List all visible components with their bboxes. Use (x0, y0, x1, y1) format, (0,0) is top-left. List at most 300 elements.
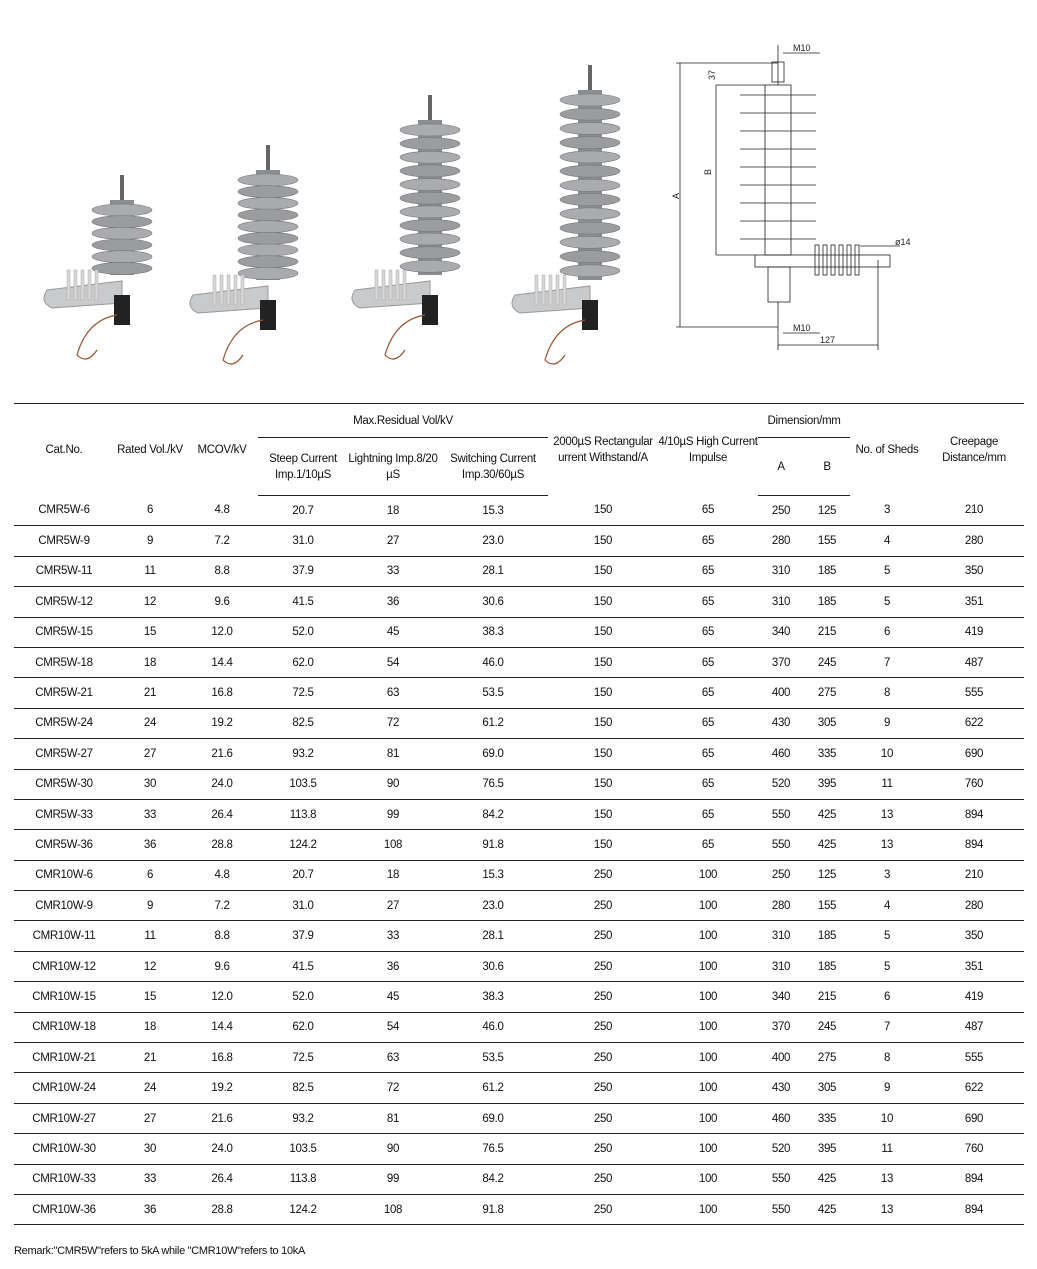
table-cell: 15.3 (438, 860, 548, 890)
table-cell: 125 (804, 496, 850, 526)
arrester-photo (512, 65, 620, 364)
table-row (14, 891, 1024, 921)
table-cell: CMR10W-12 (14, 951, 114, 981)
table-cell: 65 (658, 496, 758, 526)
table-cell: 250 (548, 1194, 658, 1224)
table-cell: 65 (658, 769, 758, 799)
table-row (14, 526, 1024, 556)
table-cell: 155 (804, 891, 850, 921)
table-cell: 28.1 (438, 556, 548, 586)
table-cell: 894 (924, 799, 1024, 829)
table-cell: 310 (758, 921, 804, 951)
table-cell: 16.8 (186, 1043, 258, 1073)
table-cell: 250 (548, 891, 658, 921)
table-cell: 93.2 (258, 1103, 348, 1133)
table-cell: 9 (114, 891, 186, 921)
table-cell: 275 (804, 1043, 850, 1073)
table-cell: CMR10W-36 (14, 1194, 114, 1224)
table-cell: 250 (548, 921, 658, 951)
table-cell: 100 (658, 1134, 758, 1164)
table-cell: 21 (114, 678, 186, 708)
table-cell: 21 (114, 1043, 186, 1073)
label-width: 127 (820, 335, 836, 345)
table-cell: 280 (758, 891, 804, 921)
table-cell: 69.0 (438, 739, 548, 769)
table-cell: 280 (924, 891, 1024, 921)
table-cell: 250 (548, 1164, 658, 1194)
table-cell: 250 (548, 1073, 658, 1103)
table-cell: 103.5 (258, 1134, 348, 1164)
table-cell: 20.7 (258, 860, 348, 890)
table-cell: 430 (758, 1073, 804, 1103)
table-cell: 18 (114, 1012, 186, 1042)
dimension-drawing (660, 40, 920, 360)
table-cell: 13 (850, 1164, 924, 1194)
table-cell: 20.7 (258, 496, 348, 526)
table-cell: 9 (850, 708, 924, 738)
table-cell: 65 (658, 647, 758, 677)
table-cell: 520 (758, 1134, 804, 1164)
header-dim-a: A (758, 438, 804, 496)
table-cell: 108 (348, 1194, 438, 1224)
table-cell: 15.3 (438, 496, 548, 526)
table-cell: 210 (924, 496, 1024, 526)
table-cell: 250 (548, 1134, 658, 1164)
table-cell: 37.9 (258, 921, 348, 951)
table-row (14, 556, 1024, 586)
table-cell: 310 (758, 587, 804, 617)
table-cell: 100 (658, 982, 758, 1012)
arrester-photo (352, 95, 460, 359)
table-row (14, 1073, 1024, 1103)
table-cell: 305 (804, 708, 850, 738)
table-cell: 100 (658, 1194, 758, 1224)
table-cell: 65 (658, 526, 758, 556)
table-row (14, 1164, 1024, 1194)
table-cell: 6 (850, 617, 924, 647)
header-switching: Switching Current Imp.30/60µS (438, 438, 548, 496)
table-cell: 690 (924, 739, 1024, 769)
table-cell: 250 (548, 951, 658, 981)
table-cell: 26.4 (186, 1164, 258, 1194)
table-cell: CMR10W-21 (14, 1043, 114, 1073)
table-cell: 419 (924, 617, 1024, 647)
table-cell: 7 (850, 1012, 924, 1042)
table-cell: 622 (924, 1073, 1024, 1103)
table-row (14, 739, 1024, 769)
table-cell: 150 (548, 647, 658, 677)
table-cell: 3 (850, 496, 924, 526)
table-cell: 28.1 (438, 921, 548, 951)
table-cell: CMR10W-6 (14, 860, 114, 890)
table-cell: CMR5W-33 (14, 799, 114, 829)
table-cell: 72 (348, 1073, 438, 1103)
table-cell: CMR5W-27 (14, 739, 114, 769)
table-cell: 150 (548, 739, 658, 769)
table-cell: 27 (348, 891, 438, 921)
table-cell: 250 (548, 1103, 658, 1133)
table-cell: 100 (658, 891, 758, 921)
table-cell: CMR5W-9 (14, 526, 114, 556)
table-cell: 108 (348, 830, 438, 860)
table-cell: 36 (348, 587, 438, 617)
table-cell: 310 (758, 951, 804, 981)
table-cell: 76.5 (438, 1134, 548, 1164)
table-cell: 24.0 (186, 769, 258, 799)
table-cell: 305 (804, 1073, 850, 1103)
table-cell: 250 (548, 982, 658, 1012)
table-row (14, 678, 1024, 708)
table-row (14, 830, 1024, 860)
table-cell: 8.8 (186, 921, 258, 951)
header-dimension: Dimension/mm (758, 404, 850, 438)
table-cell: 16.8 (186, 678, 258, 708)
table-cell: 24 (114, 1073, 186, 1103)
table-cell: 65 (658, 830, 758, 860)
table-cell: 125 (804, 860, 850, 890)
table-cell: 7 (850, 647, 924, 677)
table-cell: 150 (548, 678, 658, 708)
header-max-residual: Max.Residual Vol/kV (258, 404, 548, 438)
header-steep: Steep Current Imp.1/10µS (258, 438, 348, 496)
header-high-current: 4/10µS High Current Impulse (658, 404, 758, 496)
table-cell: 82.5 (258, 1073, 348, 1103)
table-cell: 150 (548, 830, 658, 860)
table-cell: 18 (114, 647, 186, 677)
table-row (14, 860, 1024, 890)
table-cell: 31.0 (258, 891, 348, 921)
table-cell: 5 (850, 921, 924, 951)
table-cell: 27 (114, 739, 186, 769)
table-row (14, 1194, 1024, 1224)
table-cell: 245 (804, 1012, 850, 1042)
table-cell: 33 (348, 921, 438, 951)
table-cell: 894 (924, 1194, 1024, 1224)
table-cell: 185 (804, 951, 850, 981)
table-cell: 36 (348, 951, 438, 981)
table-cell: 335 (804, 1103, 850, 1133)
table-cell: 65 (658, 556, 758, 586)
table-cell: CMR10W-27 (14, 1103, 114, 1133)
table-cell: 33 (114, 799, 186, 829)
table-cell: 23.0 (438, 526, 548, 556)
table-cell: 63 (348, 678, 438, 708)
table-cell: 150 (548, 769, 658, 799)
table-cell: 550 (758, 830, 804, 860)
table-cell: CMR5W-30 (14, 769, 114, 799)
table-cell: CMR10W-18 (14, 1012, 114, 1042)
table-row (14, 617, 1024, 647)
table-cell: 4 (850, 891, 924, 921)
table-cell: 10 (850, 1103, 924, 1133)
table-cell: 395 (804, 1134, 850, 1164)
table-cell: 400 (758, 1043, 804, 1073)
table-cell: 8.8 (186, 556, 258, 586)
table-cell: 550 (758, 1164, 804, 1194)
table-cell: 91.8 (438, 830, 548, 860)
table-cell: 99 (348, 799, 438, 829)
table-cell: CMR5W-36 (14, 830, 114, 860)
table-cell: 520 (758, 769, 804, 799)
table-cell: 6 (114, 496, 186, 526)
table-row (14, 1134, 1024, 1164)
table-cell: 4.8 (186, 860, 258, 890)
table-cell: 38.3 (438, 982, 548, 1012)
table-cell: 65 (658, 678, 758, 708)
table-cell: 9.6 (186, 951, 258, 981)
table-cell: 45 (348, 617, 438, 647)
table-cell: 6 (850, 982, 924, 1012)
table-cell: 14.4 (186, 1012, 258, 1042)
table-cell: 185 (804, 587, 850, 617)
table-cell: 185 (804, 921, 850, 951)
table-cell: 24 (114, 708, 186, 738)
table-cell: 82.5 (258, 708, 348, 738)
table-cell: 150 (548, 708, 658, 738)
table-cell: 23.0 (438, 891, 548, 921)
table-row (14, 799, 1024, 829)
arrester-photo (44, 175, 152, 359)
table-cell: 84.2 (438, 799, 548, 829)
table-cell: 9 (850, 1073, 924, 1103)
table-row (14, 1103, 1024, 1133)
table-cell: 4 (850, 526, 924, 556)
table-cell: 81 (348, 1103, 438, 1133)
table-row (14, 982, 1024, 1012)
table-cell: 100 (658, 1164, 758, 1194)
table-cell: 54 (348, 647, 438, 677)
table-cell: 103.5 (258, 769, 348, 799)
table-cell: 10 (850, 739, 924, 769)
header-creepage: Creepage Distance/mm (924, 404, 1024, 496)
table-cell: 487 (924, 647, 1024, 677)
table-cell: 33 (114, 1164, 186, 1194)
table-cell: 8 (850, 1043, 924, 1073)
arrester-photo (190, 145, 298, 364)
header-rectangular: 2000µS Rectangular urrent Withstand/A (548, 404, 658, 496)
label-hole: ø14 (895, 237, 911, 247)
table-cell: 13 (850, 799, 924, 829)
header-lightning: Lightning Imp.8/20 µS (348, 438, 438, 496)
table-cell: 28.8 (186, 830, 258, 860)
table-cell: 487 (924, 1012, 1024, 1042)
table-cell: 100 (658, 1073, 758, 1103)
table-cell: 351 (924, 951, 1024, 981)
table-cell: 91.8 (438, 1194, 548, 1224)
table-cell: 62.0 (258, 1012, 348, 1042)
table-cell: CMR10W-11 (14, 921, 114, 951)
table-row (14, 951, 1024, 981)
table-cell: 4.8 (186, 496, 258, 526)
table-cell: 7.2 (186, 526, 258, 556)
table-cell: CMR5W-21 (14, 678, 114, 708)
table-cell: 27 (348, 526, 438, 556)
table-cell: 250 (548, 1043, 658, 1073)
table-cell: 150 (548, 617, 658, 647)
table-row (14, 587, 1024, 617)
table-cell: 5 (850, 951, 924, 981)
table-cell: CMR5W-24 (14, 708, 114, 738)
table-cell: 760 (924, 769, 1024, 799)
table-cell: 41.5 (258, 587, 348, 617)
table-cell: 150 (548, 526, 658, 556)
table-cell: 37.9 (258, 556, 348, 586)
table-cell: 12.0 (186, 617, 258, 647)
table-cell: 350 (924, 556, 1024, 586)
table-cell: 113.8 (258, 799, 348, 829)
table-cell: 14.4 (186, 647, 258, 677)
table-cell: 555 (924, 1043, 1024, 1073)
table-cell: CMR10W-30 (14, 1134, 114, 1164)
table-row (14, 1043, 1024, 1073)
table-cell: 45 (348, 982, 438, 1012)
table-cell: 100 (658, 1103, 758, 1133)
table-cell: 90 (348, 769, 438, 799)
table-cell: 21.6 (186, 1103, 258, 1133)
table-cell: 150 (548, 799, 658, 829)
header-rated-voltage: Rated Vol./kV (114, 404, 186, 496)
header-dim-b: B (804, 438, 850, 496)
table-cell: 351 (924, 587, 1024, 617)
table-cell: 65 (658, 708, 758, 738)
table-cell: 340 (758, 982, 804, 1012)
table-cell: 26.4 (186, 799, 258, 829)
table-cell: 250 (758, 860, 804, 890)
table-cell: 550 (758, 799, 804, 829)
table-cell: 15 (114, 617, 186, 647)
table-cell: 19.2 (186, 708, 258, 738)
table-cell: 52.0 (258, 617, 348, 647)
table-cell: 13 (850, 1194, 924, 1224)
table-cell: 99 (348, 1164, 438, 1194)
specification-table (14, 403, 1024, 1225)
table-cell: 894 (924, 1164, 1024, 1194)
table-cell: 30 (114, 1134, 186, 1164)
table-cell: 894 (924, 830, 1024, 860)
table-cell: 100 (658, 921, 758, 951)
table-cell: 65 (658, 739, 758, 769)
table-cell: 13 (850, 830, 924, 860)
table-row (14, 921, 1024, 951)
table-cell: 425 (804, 1194, 850, 1224)
table-cell: 155 (804, 526, 850, 556)
table-cell: 6 (114, 860, 186, 890)
table-cell: 12 (114, 587, 186, 617)
table-cell: 250 (548, 1012, 658, 1042)
table-cell: 62.0 (258, 647, 348, 677)
table-cell: 245 (804, 647, 850, 677)
table-cell: 30 (114, 769, 186, 799)
table-cell: 185 (804, 556, 850, 586)
table-cell: 419 (924, 982, 1024, 1012)
table-cell: 63 (348, 1043, 438, 1073)
table-cell: 28.8 (186, 1194, 258, 1224)
table-cell: 550 (758, 1194, 804, 1224)
table-cell: CMR5W-12 (14, 587, 114, 617)
table-cell: 5 (850, 587, 924, 617)
table-cell: 24.0 (186, 1134, 258, 1164)
table-cell: 11 (850, 769, 924, 799)
table-cell: 18 (348, 496, 438, 526)
table-cell: 555 (924, 678, 1024, 708)
header-mcov: MCOV/kV (186, 404, 258, 496)
table-cell: 36 (114, 830, 186, 860)
table-cell: 124.2 (258, 830, 348, 860)
table-cell: 425 (804, 799, 850, 829)
table-cell: 210 (924, 860, 1024, 890)
table-cell: 100 (658, 1043, 758, 1073)
table-cell: 113.8 (258, 1164, 348, 1194)
table-cell: 72 (348, 708, 438, 738)
remark-note: Remark:"CMR5W"refers to 5kA while "CMR10W"refers to 10kA (14, 1245, 306, 1257)
table-cell: 11 (850, 1134, 924, 1164)
table-cell: 61.2 (438, 708, 548, 738)
table-cell: 30.6 (438, 951, 548, 981)
table-cell: 150 (548, 556, 658, 586)
table-cell: 622 (924, 708, 1024, 738)
header-sheds: No. of Sheds (850, 404, 924, 496)
table-cell: 280 (924, 526, 1024, 556)
table-cell: 36 (114, 1194, 186, 1224)
table-cell: 280 (758, 526, 804, 556)
table-cell: 100 (658, 1012, 758, 1042)
label-dim-b: B (703, 168, 713, 175)
table-cell: 19.2 (186, 1073, 258, 1103)
label-top-thread: M10 (793, 43, 811, 53)
table-cell: CMR10W-15 (14, 982, 114, 1012)
table-cell: 9 (114, 526, 186, 556)
table-cell: 275 (804, 678, 850, 708)
table-row (14, 1012, 1024, 1042)
table-cell: 69.0 (438, 1103, 548, 1133)
table-cell: 65 (658, 799, 758, 829)
table-cell: 65 (658, 587, 758, 617)
table-cell: 430 (758, 708, 804, 738)
table-cell: 9.6 (186, 587, 258, 617)
table-cell: 425 (804, 1164, 850, 1194)
table-cell: 370 (758, 1012, 804, 1042)
table-cell: 5 (850, 556, 924, 586)
table-cell: 335 (804, 739, 850, 769)
table-cell: CMR10W-9 (14, 891, 114, 921)
table-row (14, 769, 1024, 799)
table-cell: CMR5W-18 (14, 647, 114, 677)
header-cat-no: Cat.No. (14, 404, 114, 496)
table-cell: 310 (758, 556, 804, 586)
table-cell: 215 (804, 617, 850, 647)
table-cell: 350 (924, 921, 1024, 951)
table-cell: 31.0 (258, 526, 348, 556)
table-cell: 15 (114, 982, 186, 1012)
label-dim-a: A (671, 192, 681, 199)
table-cell: 21.6 (186, 739, 258, 769)
label-top-length: 37 (707, 69, 717, 80)
table-cell: CMR5W-6 (14, 496, 114, 526)
table-cell: 11 (114, 921, 186, 951)
table-cell: 53.5 (438, 1043, 548, 1073)
table-cell: 72.5 (258, 1043, 348, 1073)
table-cell: CMR10W-24 (14, 1073, 114, 1103)
table-cell: 38.3 (438, 617, 548, 647)
table-cell: 370 (758, 647, 804, 677)
table-cell: 3 (850, 860, 924, 890)
table-cell: 100 (658, 951, 758, 981)
label-bottom-thread: M10 (793, 323, 811, 333)
table-cell: 53.5 (438, 678, 548, 708)
table-cell: 90 (348, 1134, 438, 1164)
table-cell: 12 (114, 951, 186, 981)
table-cell: 76.5 (438, 769, 548, 799)
